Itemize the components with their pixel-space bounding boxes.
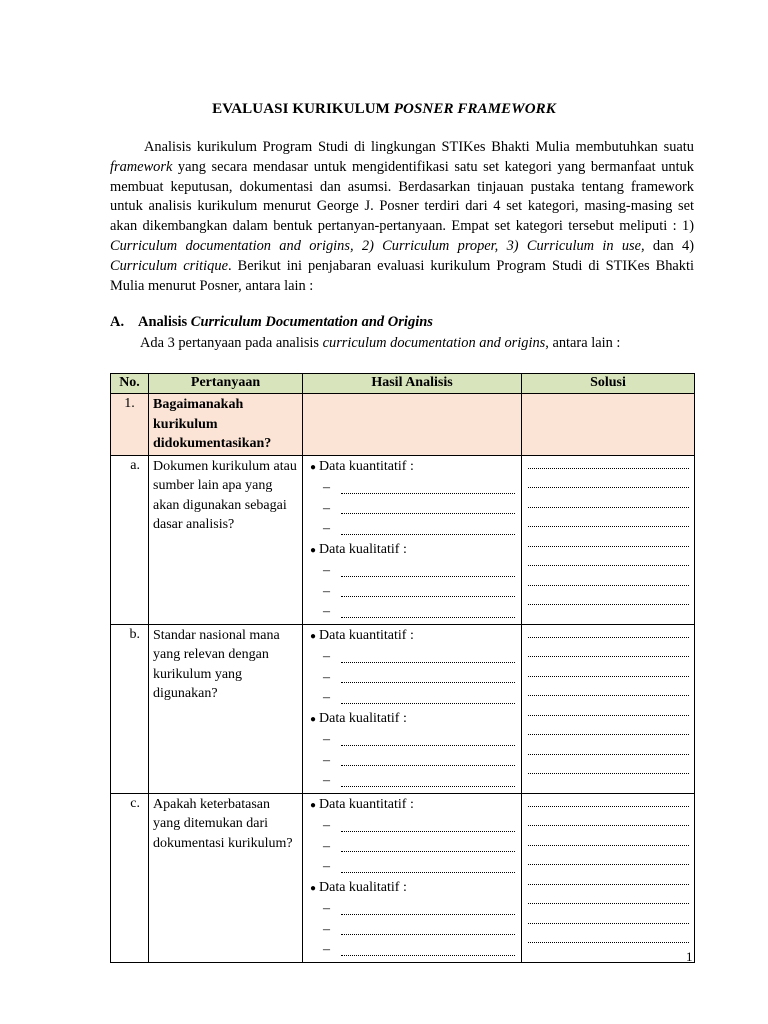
table-row (111, 455, 695, 624)
data-type-label: Data kuantitatif : (319, 796, 414, 812)
dotted-blank (341, 651, 515, 663)
row-no: b. (111, 624, 149, 793)
dotted-blank (341, 585, 515, 597)
dash-mark: – (323, 752, 330, 768)
data-type-label: Data kuantitatif : (319, 458, 414, 474)
dotted-blank (341, 754, 515, 766)
dash-mark: – (323, 690, 330, 705)
fill-line (307, 920, 517, 941)
solution-blank (528, 537, 689, 547)
solution-blank (528, 875, 689, 885)
quantitative-item (307, 795, 517, 817)
fill-line (307, 602, 517, 623)
dash-mark: – (323, 921, 330, 937)
dash-mark: – (323, 500, 330, 516)
fill-line (307, 771, 517, 792)
header-question: Pertanyaan (149, 374, 303, 394)
table-header-row (111, 374, 695, 394)
dotted-blank (341, 671, 515, 683)
data-type-label: Data kualitatif : (319, 710, 407, 726)
dash-mark: – (323, 901, 330, 916)
dash-mark: – (323, 563, 330, 578)
data-type-label: Data kualitatif : (319, 879, 407, 895)
dotted-blank (341, 482, 515, 494)
solution-blank (528, 459, 689, 469)
dash-mark: – (323, 480, 330, 495)
dotted-blank (341, 820, 515, 832)
data-type-label: Data kualitatif : (319, 541, 407, 557)
row-result (303, 624, 522, 793)
solution-blank (528, 764, 689, 774)
page-title: EVALUASI KURIKULUM POSNER FRAMEWORK (212, 101, 556, 117)
qualitative-item (307, 878, 517, 900)
solution-blank (528, 816, 689, 826)
fill-line (307, 857, 517, 878)
main-question-result (303, 394, 522, 456)
solution-blank (528, 725, 689, 735)
bullet-icon: ● (309, 713, 317, 725)
main-question-text: Bagaimanakah kurikulum didokumentasikan? (149, 394, 303, 456)
quantitative-item (307, 457, 517, 479)
data-type-label: Data kuantitatif : (319, 627, 414, 643)
dotted-blank (341, 923, 515, 935)
row-result (303, 455, 522, 624)
solution-blank (528, 647, 689, 657)
solution-blank (528, 595, 689, 605)
dotted-blank (341, 861, 515, 873)
fill-line (307, 751, 517, 772)
row-result (303, 793, 522, 962)
fill-line (307, 582, 517, 603)
fill-line (307, 837, 517, 858)
dotted-blank (341, 944, 515, 956)
dash-mark: – (323, 838, 330, 854)
header-result: Hasil Analisis (303, 374, 522, 394)
dash-mark: – (323, 942, 330, 957)
solution-blank (528, 836, 689, 846)
row-question: Standar nasional mana yang relevan dengan kurikulum yang digunakan? (149, 624, 303, 793)
fill-line (307, 499, 517, 520)
quantitative-item (307, 626, 517, 648)
dash-mark: – (323, 521, 330, 536)
bullet-icon: ● (309, 544, 317, 556)
solution-blank (528, 576, 689, 586)
section-a-heading: A. Analisis Curriculum Documentation and Origins (110, 314, 433, 330)
header-no: No. (111, 374, 149, 394)
solution-blank (528, 628, 689, 638)
dotted-blank (341, 775, 515, 787)
table-row (111, 624, 695, 793)
dash-mark: – (323, 732, 330, 747)
main-question-no: 1. (111, 394, 149, 456)
bullet-icon: ● (309, 799, 317, 811)
dash-mark: – (323, 773, 330, 788)
dotted-blank (341, 903, 515, 915)
solution-blank (528, 498, 689, 508)
qualitative-item (307, 540, 517, 562)
dotted-blank (341, 692, 515, 704)
row-question: Dokumen kurikulum atau sumber lain apa yang akan digunakan sebagai dasar analisis? (149, 455, 303, 624)
fill-line (307, 561, 517, 582)
fill-line (307, 519, 517, 540)
dash-mark: – (323, 604, 330, 619)
dash-mark: – (323, 583, 330, 599)
fill-line (307, 940, 517, 961)
solution-blank (528, 556, 689, 566)
fill-line (307, 730, 517, 751)
row-solution (522, 624, 695, 793)
bullet-icon: ● (309, 461, 317, 473)
dotted-blank (341, 502, 515, 514)
dash-mark: – (323, 649, 330, 664)
dash-mark: – (323, 818, 330, 833)
dash-mark: – (323, 859, 330, 874)
bullet-icon: ● (309, 630, 317, 642)
row-no: c. (111, 793, 149, 962)
qualitative-item (307, 709, 517, 731)
row-no: a. (111, 455, 149, 624)
dotted-blank (341, 523, 515, 535)
solution-blank (528, 914, 689, 924)
fill-line (307, 899, 517, 920)
fill-line (307, 478, 517, 499)
row-question: Apakah keterbatasan yang ditemukan dari dokumentasi kurikulum? (149, 793, 303, 962)
solution-blank (528, 855, 689, 865)
analysis-table (110, 373, 695, 963)
solution-blank (528, 667, 689, 677)
dotted-blank (341, 606, 515, 618)
main-question-row (111, 394, 695, 456)
table-row (111, 793, 695, 962)
header-solution: Solusi (522, 374, 695, 394)
solution-blank (528, 933, 689, 943)
solution-blank (528, 686, 689, 696)
fill-line (307, 688, 517, 709)
dotted-blank (341, 565, 515, 577)
intro-paragraph: Analisis kurikulum Program Studi di lingkungan STIKes Bhakti Mulia membutuhkan suatu framework yang secara mendasar untuk mengidentifikasi satu set kategori yang bermanfaat untuk membuat keputusan, dokumentasi dan asumsi. Berdasarkan tinjauan pustaka tentang framework untuk analisis kurikulum menurut George J. Posner terdiri dari 4 set kategori, masing-masing set akan dikembangkan dalam bentuk pertanyan-pertanyaan. Empat set kategori tersebut meliputi : 1) Curriculum documentation and origins, 2) Curriculum proper, 3) Curriculum in use, dan 4) Curriculum critique. Berikut ini penjabaran evaluasi kurikulum Program Studi di STIKes Bhakti Mulia menurut Posner, antara lain : (110, 139, 694, 294)
solution-blank (528, 894, 689, 904)
row-solution (522, 793, 695, 962)
page-number: 1 (686, 949, 693, 964)
main-question-solution (522, 394, 695, 456)
fill-line (307, 816, 517, 837)
fill-line (307, 668, 517, 689)
dotted-blank (341, 840, 515, 852)
dotted-blank (341, 734, 515, 746)
bullet-icon: ● (309, 882, 317, 894)
solution-blank (528, 478, 689, 488)
dash-mark: – (323, 669, 330, 685)
solution-blank (528, 745, 689, 755)
section-a-intro: Ada 3 pertanyaan pada analisis curriculum documentation and origins, antara lain : (140, 335, 621, 351)
solution-blank (528, 517, 689, 527)
solution-blank (528, 706, 689, 716)
solution-blank (528, 797, 689, 807)
fill-line (307, 647, 517, 668)
row-solution (522, 455, 695, 624)
